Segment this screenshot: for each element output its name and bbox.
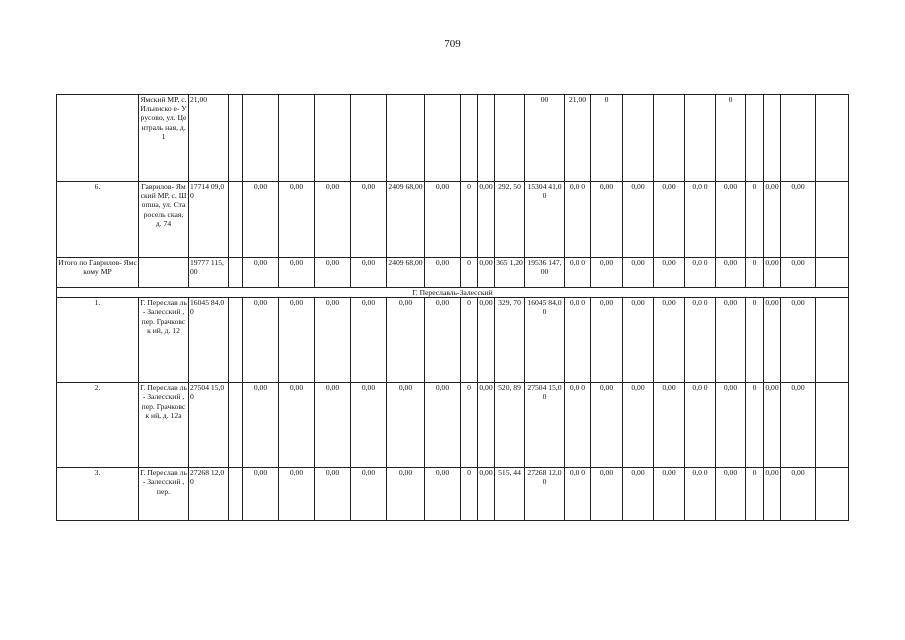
row-value — [315, 95, 351, 182]
row-value: 0 — [746, 468, 764, 521]
row-value — [816, 298, 849, 383]
row-value — [495, 95, 525, 182]
row-value: 0,00 — [654, 383, 685, 468]
row-address — [139, 258, 189, 288]
row-value: 0,0 0 — [685, 182, 716, 258]
row-value: 0 — [591, 95, 623, 182]
row-value: 0,00 — [351, 383, 387, 468]
blank-cell — [229, 298, 243, 383]
table-row — [57, 298, 849, 383]
row-value: 0 — [746, 258, 764, 288]
table-row — [57, 468, 849, 521]
row-value: 16045 84,00 — [525, 298, 565, 383]
row-value: 0,00 — [764, 298, 781, 383]
table-row — [57, 258, 849, 288]
row-value: 0,00 — [716, 383, 746, 468]
row-value — [781, 95, 816, 182]
row-total: 16045 84,00 — [189, 298, 229, 383]
row-value — [243, 95, 279, 182]
row-value: 0,00 — [243, 298, 279, 383]
row-value: 00 — [525, 95, 565, 182]
row-value: 2409 68,00 — [387, 182, 425, 258]
row-total: 19777 115,00 — [189, 258, 229, 288]
row-value: 0,00 — [315, 383, 351, 468]
row-value — [746, 95, 764, 182]
row-value: 0 — [461, 298, 478, 383]
row-value — [654, 95, 685, 182]
row-value — [461, 95, 478, 182]
section-row — [57, 288, 849, 298]
row-value: 0,00 — [591, 182, 623, 258]
row-value: 0,00 — [478, 383, 495, 468]
row-value: 0,00 — [654, 182, 685, 258]
row-value: 0,00 — [623, 258, 654, 288]
row-value: 0,00 — [591, 383, 623, 468]
row-number: Итого по Гаврилов- Ямскому МР — [57, 258, 139, 288]
row-total: 27504 15,00 — [189, 383, 229, 468]
row-value: 0,00 — [279, 182, 315, 258]
row-address: Г. Переслав ль- Залесский , пер. — [139, 468, 189, 521]
row-value: 0 — [746, 182, 764, 258]
row-value — [387, 95, 425, 182]
row-value: 2409 68,00 — [387, 258, 425, 288]
row-value: 0 — [461, 383, 478, 468]
row-value: 0,00 — [654, 468, 685, 521]
row-value: 0,00 — [623, 383, 654, 468]
row-value — [816, 182, 849, 258]
row-value — [816, 258, 849, 288]
blank-cell — [229, 95, 243, 182]
row-value: 0,00 — [425, 383, 461, 468]
row-value: 0,00 — [425, 298, 461, 383]
row-value — [816, 468, 849, 521]
row-value: 0 — [716, 95, 746, 182]
row-address: Г. Переслав ль- Залесский , пер. Грачковск ий, д. 12а — [139, 383, 189, 468]
row-value: 0,00 — [623, 182, 654, 258]
row-value: 0,0 0 — [565, 298, 591, 383]
row-value: 0,00 — [654, 298, 685, 383]
row-value: 0,00 — [351, 182, 387, 258]
row-value: 0 — [461, 258, 478, 288]
row-value: 0,00 — [478, 298, 495, 383]
row-value: 0 — [746, 298, 764, 383]
row-value: 0,00 — [315, 182, 351, 258]
row-value — [279, 95, 315, 182]
row-value: 0,00 — [425, 468, 461, 521]
row-value: 0,00 — [315, 468, 351, 521]
row-value: 0,00 — [425, 258, 461, 288]
blank-cell — [229, 468, 243, 521]
row-total: 21,00 — [189, 95, 229, 182]
row-value: 515, 44 — [495, 468, 525, 521]
row-value: 0,00 — [243, 258, 279, 288]
row-value: 0,0 0 — [565, 383, 591, 468]
table-row — [57, 95, 849, 182]
row-value: 0,00 — [781, 258, 816, 288]
row-address: Г. Переслав ль- Залесский , пер. Грачковск ий, д. 12 — [139, 298, 189, 383]
row-value — [816, 383, 849, 468]
row-value: 27268 12,00 — [525, 468, 565, 521]
row-value: 0,00 — [623, 468, 654, 521]
row-value: 0,00 — [478, 258, 495, 288]
section-title: Г. Переславль-Залесский — [57, 288, 849, 298]
row-value: 0,00 — [716, 182, 746, 258]
row-value: 0,00 — [716, 468, 746, 521]
row-value: 0,00 — [425, 182, 461, 258]
row-value: 0,00 — [243, 383, 279, 468]
row-value: 0,0 0 — [565, 258, 591, 288]
row-value: 19536 147,00 — [525, 258, 565, 288]
row-value — [623, 95, 654, 182]
row-address: Гаврилов- Ямский МР, с. Шопша, ул. Старосель ская, д. 74 — [139, 182, 189, 258]
row-value: 0,0 0 — [565, 468, 591, 521]
row-value: 0 — [461, 468, 478, 521]
row-value: 0,0 0 — [685, 383, 716, 468]
row-value: 0,00 — [387, 468, 425, 521]
page-number: 709 — [444, 38, 461, 50]
data-table — [56, 94, 849, 521]
row-value: 0,00 — [387, 383, 425, 468]
row-number: 6. — [57, 182, 139, 258]
blank-cell — [229, 182, 243, 258]
row-value: 365 1,20 — [495, 258, 525, 288]
row-value: 0,00 — [478, 468, 495, 521]
row-value: 0,00 — [351, 298, 387, 383]
row-value: 0,0 0 — [685, 468, 716, 521]
row-value: 0,00 — [591, 468, 623, 521]
row-value: 0,00 — [591, 258, 623, 288]
row-value — [425, 95, 461, 182]
row-value: 0,00 — [764, 383, 781, 468]
row-address: Ямский МР, с. Ильинско е- Урусово, ул. Централь ная, д. 1 — [139, 95, 189, 182]
row-value: 329, 70 — [495, 298, 525, 383]
row-value: 520, 89 — [495, 383, 525, 468]
row-value: 0,00 — [764, 182, 781, 258]
row-value: 21,00 — [565, 95, 591, 182]
row-value: 0,00 — [478, 182, 495, 258]
row-value: 27504 15,00 — [525, 383, 565, 468]
row-value: 0,00 — [315, 258, 351, 288]
row-value — [478, 95, 495, 182]
row-value: 0,00 — [279, 298, 315, 383]
row-value: 0,00 — [279, 258, 315, 288]
table-row — [57, 383, 849, 468]
row-total: 17714 09,00 — [189, 182, 229, 258]
row-value — [816, 95, 849, 182]
row-value: 0,00 — [781, 182, 816, 258]
row-value: 0,00 — [764, 468, 781, 521]
row-value: 292, 50 — [495, 182, 525, 258]
blank-cell — [229, 258, 243, 288]
row-value: 0,00 — [654, 258, 685, 288]
row-value: 0,00 — [351, 258, 387, 288]
row-value: 0,0 0 — [565, 182, 591, 258]
row-value — [685, 95, 716, 182]
row-value: 0,00 — [387, 298, 425, 383]
row-value: 0,0 0 — [685, 298, 716, 383]
row-value: 15304 41,00 — [525, 182, 565, 258]
row-value: 0,00 — [591, 298, 623, 383]
row-value: 0,0 0 — [685, 258, 716, 288]
row-value: 0,00 — [315, 298, 351, 383]
row-value: 0,00 — [279, 468, 315, 521]
row-value: 0,00 — [623, 298, 654, 383]
row-total: 27268 12,00 — [189, 468, 229, 521]
row-value: 0,00 — [243, 182, 279, 258]
row-value: 0,00 — [781, 298, 816, 383]
row-value: 0,00 — [781, 383, 816, 468]
row-value — [764, 95, 781, 182]
row-value: 0,00 — [764, 258, 781, 288]
row-value: 0,00 — [279, 383, 315, 468]
row-number: 2. — [57, 383, 139, 468]
row-number: 3. — [57, 468, 139, 521]
row-value: 0,00 — [243, 468, 279, 521]
row-value: 0,00 — [716, 258, 746, 288]
row-number: 1. — [57, 298, 139, 383]
row-number — [57, 95, 139, 182]
blank-cell — [229, 383, 243, 468]
table-row — [57, 182, 849, 258]
row-value — [351, 95, 387, 182]
row-value: 0,00 — [716, 298, 746, 383]
row-value: 0 — [461, 182, 478, 258]
row-value: 0,00 — [781, 468, 816, 521]
row-value: 0,00 — [351, 468, 387, 521]
row-value: 0 — [746, 383, 764, 468]
